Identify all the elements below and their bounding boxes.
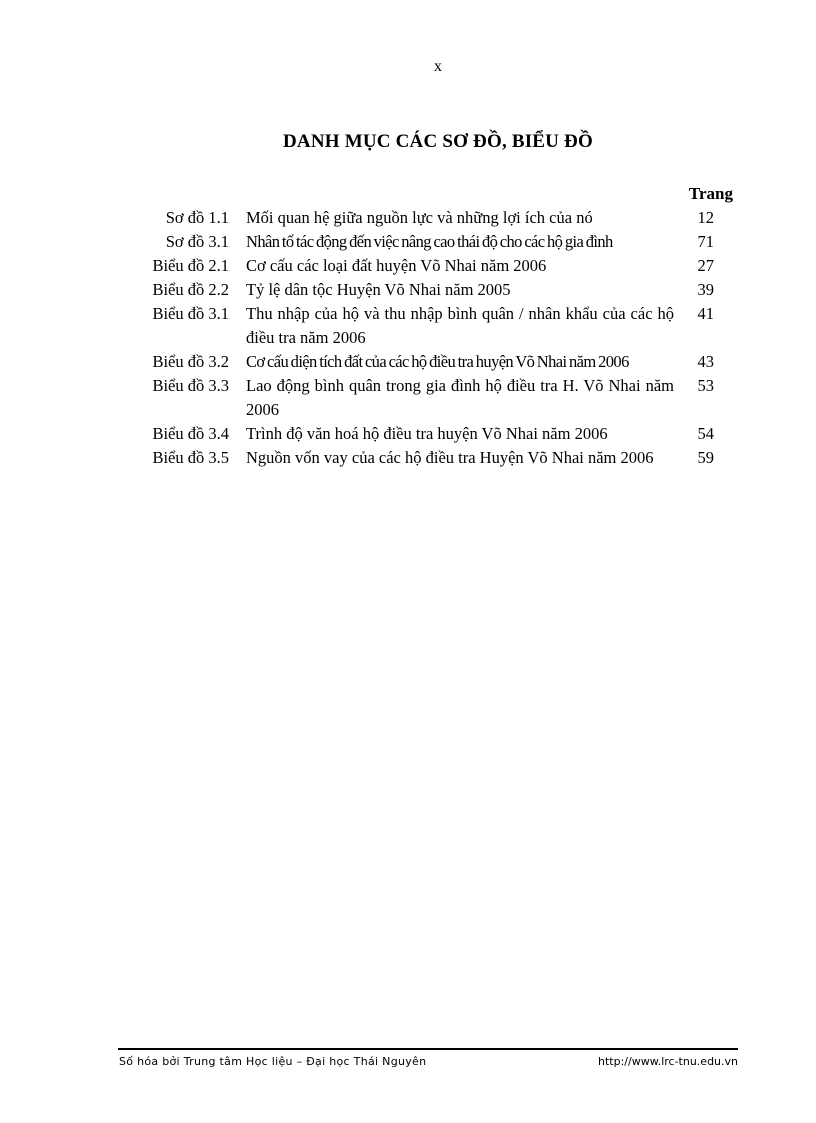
- list-item: [128, 446, 728, 470]
- entry-label: Sơ đồ 1.1: [165, 208, 229, 227]
- entry-label: Biểu đồ 3.5: [152, 448, 229, 467]
- page-column-header: Trang: [688, 184, 733, 203]
- entry-title: Mối quan hệ giữa nguồn lực và những lợi ích của nó: [246, 208, 593, 227]
- page-title: DANH MỤC CÁC SƠ ĐỒ, BIỂU ĐỒ: [283, 131, 593, 152]
- footer-url: http://www.lrc-tnu.edu.vn: [598, 1055, 738, 1068]
- footer-credit: Số hóa bởi Trung tâm Học liệu – Đại học Thái Nguyên: [119, 1055, 427, 1068]
- list-item: [128, 230, 728, 254]
- entry-label: Biểu đồ 3.2: [152, 352, 229, 371]
- entry-title: Lao động bình quân trong gia đình hộ điều tra H. Võ Nhai năm 2006: [246, 376, 674, 419]
- entry-page: 27: [697, 256, 714, 275]
- entry-title: Cơ cấu các loại đất huyện Võ Nhai năm 2006: [246, 256, 547, 275]
- list-item: [128, 374, 728, 422]
- entry-title: Trình độ văn hoá hộ điều tra huyện Võ Nhai năm 2006: [246, 424, 608, 443]
- entry-page: 71: [697, 232, 714, 251]
- entry-page: 12: [697, 208, 714, 227]
- entry-page: 59: [697, 448, 714, 467]
- entry-page: 53: [697, 376, 714, 395]
- entry-label: Biểu đồ 3.3: [152, 376, 229, 395]
- list-item: [128, 254, 728, 278]
- entry-label: Biểu đồ 2.1: [152, 256, 229, 275]
- entry-title: Nhân tố tác động đến việc nâng cao thái độ cho các hộ gia đình: [246, 232, 613, 251]
- list-item: [128, 278, 728, 302]
- list-item: [128, 302, 728, 350]
- entry-label: Sơ đồ 3.1: [165, 232, 229, 251]
- entry-page: 39: [697, 280, 714, 299]
- page-number: x: [434, 58, 442, 75]
- footer-divider: [118, 1048, 738, 1050]
- list-item: [128, 422, 728, 446]
- entry-label: Biểu đồ 3.1: [152, 304, 229, 323]
- entry-title: Tỷ lệ dân tộc Huyện Võ Nhai năm 2005: [246, 280, 511, 299]
- figure-list: [128, 206, 728, 470]
- entry-label: Biểu đồ 2.2: [152, 280, 229, 299]
- entry-label: Biểu đồ 3.4: [152, 424, 229, 443]
- entry-page: 41: [697, 304, 714, 323]
- entry-title: Cơ cấu diện tích đất của các hộ điều tra huyện Võ Nhai năm 2006: [246, 352, 629, 371]
- entry-title: Nguồn vốn vay của các hộ điều tra Huyện Võ Nhai năm 2006: [246, 448, 654, 467]
- list-item: [128, 350, 728, 374]
- entry-page: 43: [697, 352, 714, 371]
- entry-title: Thu nhập của hộ và thu nhập bình quân / nhân khẩu của các hộ điều tra năm 2006: [246, 304, 674, 347]
- entry-page: 54: [697, 424, 714, 443]
- list-item: [128, 206, 728, 230]
